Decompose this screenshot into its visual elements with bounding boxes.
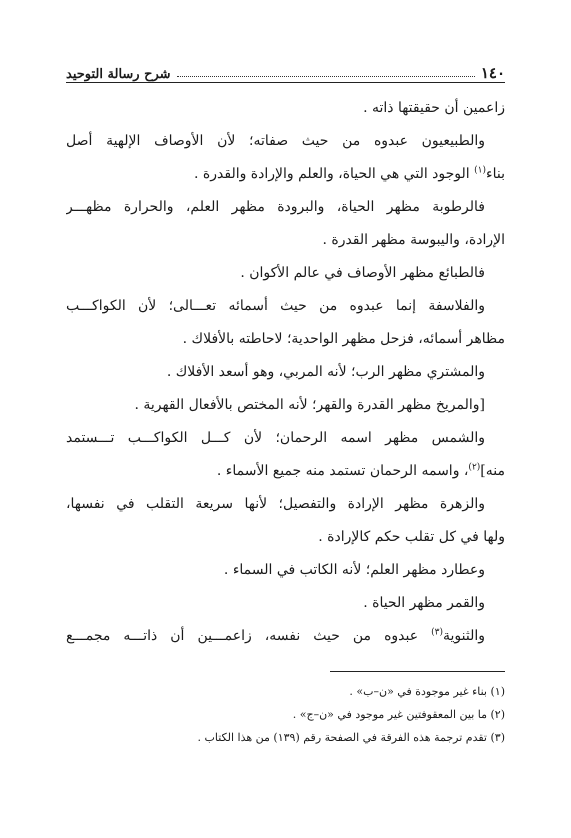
text-line: فالرطوبة مظهر الحياة، والبرودة مظهر العلم، والحرارة مظهـــر: [66, 199, 485, 215]
text-line: بناء$^{(١)}$ الوجود التي هي الحياة، والعلم والإرادة والقدرة .: [194, 165, 505, 182]
text-line: فالطبائع مظهر الأوصاف في عالم الأكوان .: [240, 265, 485, 281]
text-line: منه]$^{(٢)}$، واسمه الرحمان تستمد منه جميع الأسماء .: [216, 462, 505, 479]
footnote: (٣) تقدم ترجمة هذه الفرقة في الصفحة رقم (١٣٩) من هذا الكتاب .: [197, 731, 505, 744]
text-line: [والمريخ مظهر القدرة والقهر؛ لأنه المختص بالأفعال القهرية .: [134, 397, 485, 413]
footnote-ref: (١): [474, 165, 487, 176]
text-line: والزهرة مظهر الإرادة والتفصيل؛ لأنها سريعة التقلب في نفسها،: [66, 496, 485, 512]
text-line: والطبيعيون عبدوه من حيث صفاته؛ لأن الأوصاف الإلهية أصل: [66, 133, 485, 149]
text-line: ولها في كل تقلب حكم كالإرادة .: [318, 529, 505, 545]
footnote-ref: (٢): [468, 462, 481, 473]
page-number: ١٤٠: [480, 64, 505, 82]
text-line: والقمر مظهر الحياة .: [363, 595, 485, 611]
text-line: والثنوية$^{(٣)}$ عبدوه من حيث نفسه، زاعمـــين أن ذاتـــه مجمـــع: [66, 627, 485, 644]
header-rule: [66, 82, 505, 83]
running-header: [66, 54, 505, 82]
text-line: الإرادة، واليبوسة مظهر القدرة .: [322, 232, 505, 248]
text-line: والشمس مظهر اسمه الرحمان؛ لأن كـــل الكواكـــب تـــستمد: [66, 430, 485, 446]
footnote-ref: (٣): [431, 627, 443, 638]
running-title: شرح رسالة التوحيد: [66, 67, 171, 82]
footnote: (١) بناء غير موجودة في «ن–ب» .: [349, 685, 505, 698]
footnote: (٢) ما بين المعقوفتين غير موجود في «ن–ج» .: [292, 708, 505, 721]
footnotes: [66, 680, 505, 749]
text-line: والمشتري مظهر الرب؛ لأنه المربي، وهو أسعد الأفلاك .: [166, 364, 485, 380]
text-line: وعطارد مظهر العلم؛ لأنه الكاتب في السماء .: [223, 562, 485, 578]
text-line: زاعمين أن حقيقتها ذاته .: [363, 100, 505, 116]
text-line: مظاهر أسمائه، فزحل مظهر الواحدية؛ لاحاطته بالأفلاك .: [182, 331, 505, 347]
header-dot-leader: [177, 76, 475, 77]
main-text: [66, 92, 505, 653]
footnote-separator: [330, 671, 505, 672]
text-line: والفلاسفة إنما عبدوه من حيث أسمائه تعـــالى؛ لأن الكواكـــب: [66, 298, 485, 314]
